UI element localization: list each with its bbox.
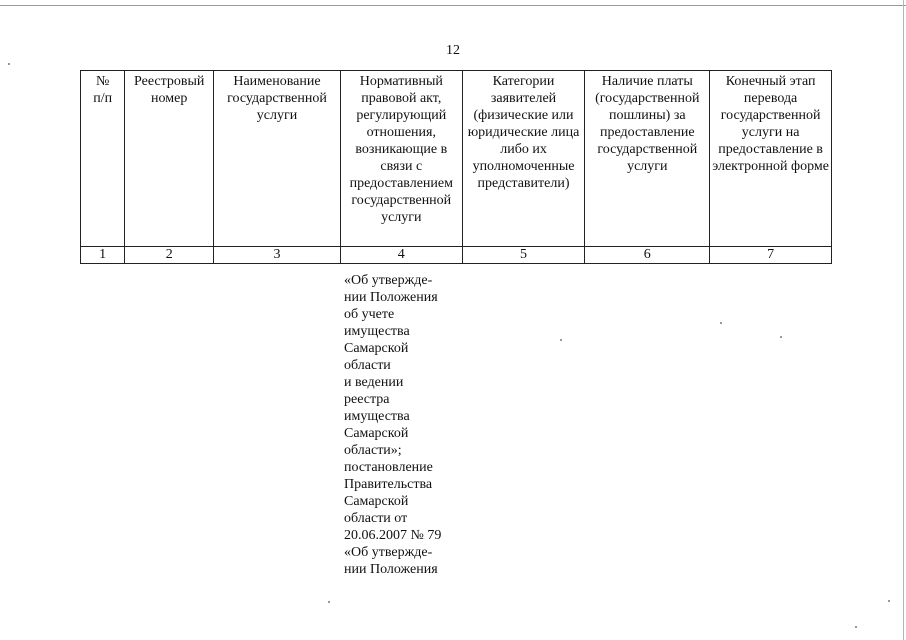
column-number-cell: 7 bbox=[710, 247, 832, 264]
header-cell-number: № п/п bbox=[81, 71, 125, 247]
scan-top-edge bbox=[0, 5, 906, 6]
scan-speck bbox=[328, 601, 330, 603]
column-number-cell: 5 bbox=[462, 247, 585, 264]
header-cell-applicant-categories: Категории заявителей (физические или юридические лица либо их уполномоченные представители) bbox=[462, 71, 585, 247]
scan-right-edge bbox=[903, 0, 904, 640]
header-row bbox=[81, 71, 832, 247]
page-number: 12 bbox=[446, 43, 460, 58]
column-number-cell: 4 bbox=[340, 247, 462, 264]
column-number-cell: 1 bbox=[81, 247, 125, 264]
scan-speck bbox=[888, 600, 890, 602]
header-cell-service-name: Наименование государственной услуги bbox=[214, 71, 341, 247]
column-number-cell: 3 bbox=[214, 247, 341, 264]
scan-speck bbox=[855, 626, 857, 628]
scan-speck bbox=[780, 336, 782, 338]
column-number-cell: 6 bbox=[585, 247, 710, 264]
header-cell-final-stage: Конечный этап перевода государственной услуги на предоставление в электронной форме bbox=[710, 71, 832, 247]
header-cell-fee: Наличие платы (государственной пошлины) за предоставление государственной услуги bbox=[585, 71, 710, 247]
services-table bbox=[80, 70, 832, 264]
legal-act-continuation-text: «Об утвержде- нии Положения об учете имущества Самарской области и ведении реестра имущества Самарской области»; постановление Правительства Самарской области от 20.06.2007 № 79 «Об утвержде- нии Положения bbox=[344, 273, 442, 577]
column-number-cell: 2 bbox=[125, 247, 214, 264]
header-cell-registry-number: Реестровый номер bbox=[125, 71, 214, 247]
column-number-row bbox=[81, 247, 832, 264]
header-cell-legal-act: Нормативный правовой акт, регулирующий отношения, возникающие в связи с предоставлением государственной услуги bbox=[340, 71, 462, 247]
scan-speck bbox=[720, 322, 722, 324]
scan-speck bbox=[8, 63, 10, 65]
scan-speck bbox=[560, 339, 562, 341]
